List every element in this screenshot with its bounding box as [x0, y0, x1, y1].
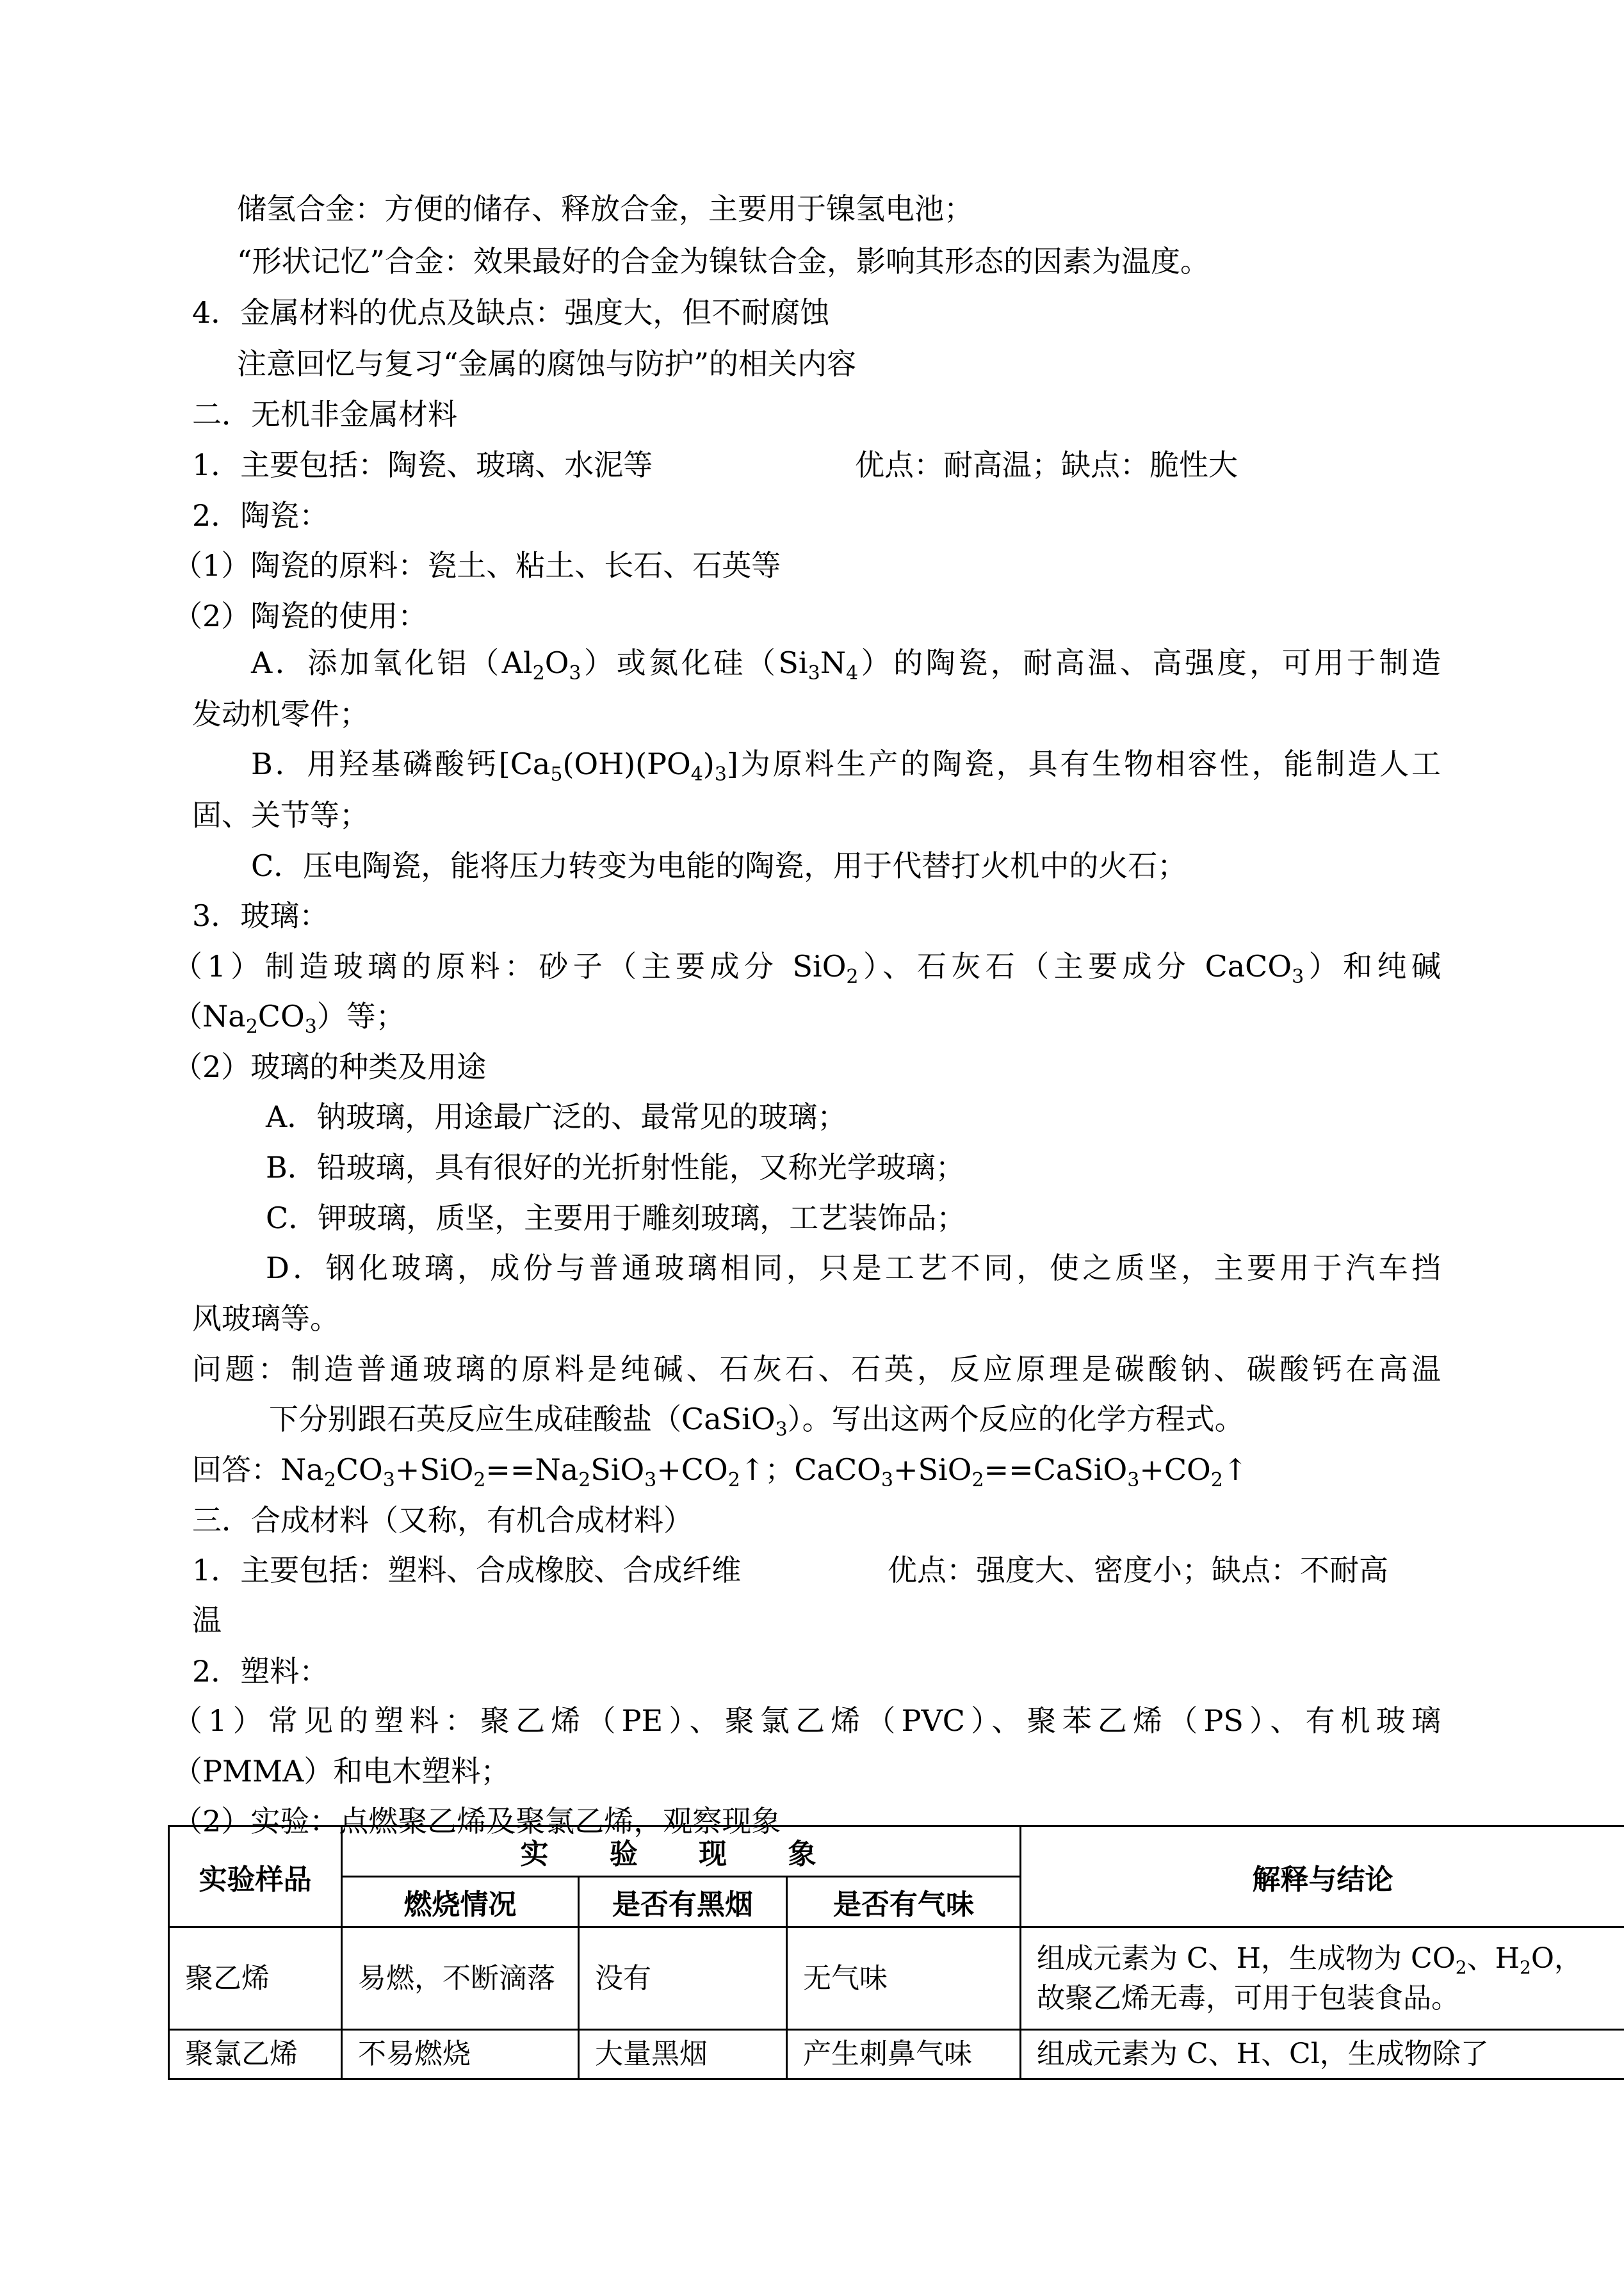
line-glass-type-c: C．钾玻璃，质坚，主要用于雕刻玻璃，工艺装饰品； — [266, 1201, 966, 1235]
cell-sample: 聚乙烯 — [169, 1927, 342, 2030]
line-glass-materials: （1）制造玻璃的原料：砂子（主要成分 SiO$_2$）、石灰石（主要成分 CaCO$_3$）和纯碱 — [173, 949, 1441, 988]
line-question-cont: 下分别跟石英反应生成硅酸盐（CaSiO$_3$）。写出这两个反应的化学方程式。 — [269, 1402, 1244, 1441]
line-glass-type-d: D．钢化玻璃，成份与普通玻璃相同，只是工艺不同，使之质坚，主要用于汽车挡 — [266, 1251, 1441, 1285]
heading-plastics: 2．塑料： — [192, 1654, 329, 1689]
line-glass-type-d-cont: 风玻璃等。 — [192, 1301, 339, 1336]
line-review-note: 注意回忆与复习“金属的腐蚀与防护”的相关内容 — [237, 346, 857, 381]
line-glass-type-a: A．钠玻璃，用途最广泛的、最常见的玻璃； — [266, 1099, 847, 1134]
cell-conclusion: 组成元素为 C、H，生成物为 $CO_2$、$H_2O$，故聚乙烯无毒，可用于包装食品。 — [1021, 1927, 1624, 2030]
line-hydrogen-storage-alloy: 储氢合金：方便的储存、释放合金，主要用于镍氢电池； — [237, 191, 973, 226]
table-row — [169, 2030, 1624, 2079]
heading-glass: 3．玻璃： — [192, 898, 329, 933]
line-ceramic-use-a: A．添加氧化铝$(Al_2O_3)$或氮化硅$(Si_3N_4)$的陶瓷，耐高温、高强度，可用于制造 — [251, 645, 1441, 685]
line-glass-materials-cont: $(Na_2CO_3)$等； — [173, 999, 405, 1038]
line-metal-pros-cons: 4．金属材料的优点及缺点：强度大，但不耐腐蚀 — [192, 295, 830, 330]
line-ceramic-use-c: C．压电陶瓷，能将压力转变为电能的陶瓷，用于代替打火机中的火石； — [251, 848, 1187, 883]
cell-conclusion: 组成元素为 C、H、Cl，生成物除了 — [1021, 2030, 1624, 2079]
line-ceramic-use-b: B．用羟基磷酸钙$[Ca_5(OH)(PO_4)_3]$为原料生产的陶瓷，具有生物相容性，能制造人工 — [251, 747, 1441, 786]
line-ceramic-materials: （1）陶瓷的原料：瓷土、粘土、长石、石英等 — [173, 548, 781, 583]
header-smell: 是否有气味 — [787, 1877, 1021, 1927]
line-experiment: （2）实验：点燃聚乙烯及聚氯乙烯，观察现象 — [173, 1804, 781, 1838]
heading-synthetic-materials: 三．合成材料（又称，有机合成材料） — [192, 1503, 693, 1537]
line-shape-memory-alloy: “形状记忆”合金：效果最好的合金为镍钛合金，影响其形态的因素为温度。 — [237, 244, 1210, 279]
experiment-table — [168, 1825, 1624, 2080]
line-common-plastics: （1）常见的塑料：聚乙烯（PE）、聚氯乙烯（PVC）、聚苯乙烯（PS）、有机玻璃 — [173, 1703, 1441, 1738]
line-synthetic-pros-cons: 优点：强度大、密度小；缺点：不耐高 — [888, 1553, 1388, 1587]
line-ceramic-use-b-cont: 固、关节等； — [192, 798, 369, 832]
cell-burn: 易燃，不断滴落 — [342, 1927, 579, 2030]
cell-sample: 聚氯乙烯 — [169, 2030, 342, 2079]
cell-smoke: 没有 — [579, 1927, 787, 2030]
header-smoke: 是否有黑烟 — [579, 1877, 787, 1927]
heading-ceramics: 2．陶瓷： — [192, 498, 329, 533]
line-glass-type-b: B．铅玻璃，具有很好的光折射性能，又称光学玻璃； — [266, 1150, 965, 1185]
heading-inorganic-nonmetal: 二．无机非金属材料 — [192, 397, 457, 432]
line-answer: 回答：$Na_2CO_3+SiO_2==Na_2SiO_3+CO_2↑$；$CaCO_3+SiO_2==CaSiO_3+CO_2↑$ — [192, 1452, 1248, 1491]
header-phenomena: 实 验 现 象 — [342, 1826, 1021, 1877]
cell-burn: 不易燃烧 — [342, 2030, 579, 2079]
cell-smoke: 大量黑烟 — [579, 2030, 787, 2079]
cell-smell: 产生刺鼻气味 — [787, 2030, 1021, 2079]
line-question: 问题：制造普通玻璃的原料是纯碱、石灰石、石英，反应原理是碳酸钠、碳酸钙在高温 — [192, 1352, 1441, 1386]
table-row — [169, 1927, 1624, 2030]
header-sample: 实验样品 — [169, 1826, 342, 1927]
line-ceramic-uses: （2）陶瓷的使用： — [173, 599, 428, 633]
cell-smell: 无气味 — [787, 1927, 1021, 2030]
line-inorganic-includes: 1．主要包括：陶瓷、玻璃、水泥等 — [192, 448, 653, 482]
line-ceramic-use-a-cont: 发动机零件； — [192, 697, 369, 731]
line-synthetic-includes: 1．主要包括：塑料、合成橡胶、合成纤维 — [192, 1553, 742, 1587]
header-conclusion: 解释与结论 — [1021, 1826, 1624, 1927]
line-common-plastics-cont: （PMMA）和电木塑料； — [173, 1754, 510, 1788]
line-synthetic-pros-cons-cont: 温 — [192, 1603, 222, 1637]
header-burn: 燃烧情况 — [342, 1877, 579, 1927]
line-glass-types: （2）玻璃的种类及用途 — [173, 1050, 487, 1084]
line-inorganic-pros-cons: 优点：耐高温；缺点：脆性大 — [855, 448, 1238, 482]
